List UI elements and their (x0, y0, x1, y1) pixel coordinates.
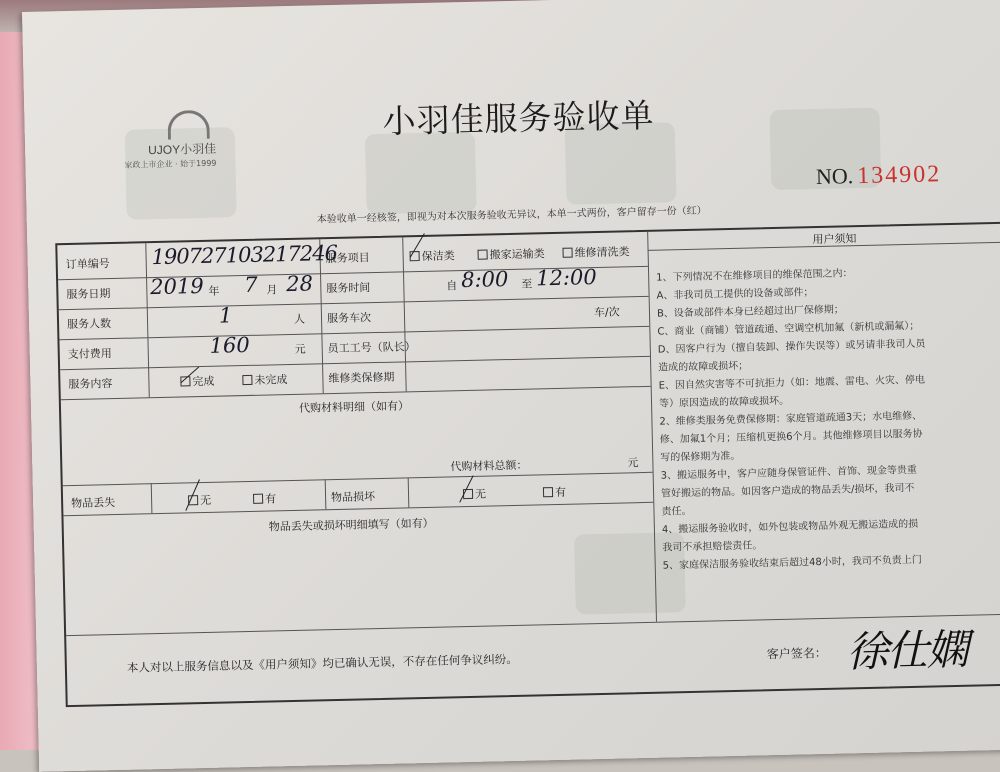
notice-line: 责任。 (661, 505, 692, 518)
checkbox-icon (478, 250, 488, 260)
loss-detail-label: 物品丢失或损坏明细填写（如有） (268, 516, 434, 534)
time-from-prefix: 自 (446, 279, 458, 293)
staff-count-value[interactable]: 1 (218, 303, 233, 328)
notice-line: 写的保修期为准。 (660, 450, 741, 464)
acceptance-note: 本验收单一经核签，即视为对本次服务验收无异议，本单一式两份，客户留存一份（红） (316, 205, 707, 226)
form-table (55, 221, 1000, 707)
option-moving[interactable]: 搬家运输类 (477, 245, 544, 263)
service-time-label: 服务时间 (326, 281, 371, 296)
smile-logo-icon (167, 110, 210, 140)
option-cleaning[interactable]: 保洁类 (409, 247, 454, 264)
confirmation-statement: 本人对以上服务信息以及《用户须知》均已确认无误，不存在任何争议纠纷。 (126, 651, 518, 675)
notice-line: 我司不承担赔偿责任。 (662, 540, 763, 554)
order-no-label: 订单编号 (65, 257, 110, 272)
customer-signature[interactable]: 徐仕嫻 (846, 624, 968, 677)
checkbox-icon (562, 248, 572, 258)
signature-label: 客户签名： (766, 645, 827, 662)
service-date-year[interactable]: 2019 (150, 273, 204, 300)
vehicle-unit: 车/次 (593, 305, 620, 320)
option-completed[interactable]: 完成 (180, 373, 214, 390)
watermark-block (365, 132, 477, 214)
logo-brand: UJOY小羽佳 (148, 141, 217, 158)
service-time-from[interactable]: 8:00 (460, 267, 509, 293)
fee-label: 支付费用 (67, 347, 112, 362)
document-title: 小羽佳服务验收单 (382, 95, 655, 141)
month-unit: 月 (266, 283, 278, 297)
serial-prefix: NO. (815, 163, 854, 190)
materials-total-label: 代购材料总额： (450, 458, 528, 474)
option-lost-yes[interactable]: 有 (253, 490, 276, 507)
notice-line: 1、下列情况不在维修项目的维保范围之内： (656, 268, 853, 284)
option-not-completed[interactable]: 未完成 (242, 371, 287, 388)
logo-tagline: 家政上市企业 · 始于1999 (124, 158, 217, 170)
checkbox-icon (253, 494, 263, 504)
option-repair[interactable]: 维修清洗类 (562, 243, 629, 261)
fee-unit: 元 (294, 342, 306, 356)
notice-line: 修、加氟1个月；压缩机更换6个月。其他维修项目以服务协 (659, 428, 923, 446)
warranty-label: 维修类保修期 (328, 370, 395, 386)
fee-value[interactable]: 160 (209, 332, 250, 358)
service-date-label: 服务日期 (66, 287, 111, 302)
notice-line: 等）原因造成的故障或损坏。 (658, 395, 790, 410)
notice-line: 4、搬运服务验收时，如外包装或物品外观无搬运造成的损 (661, 518, 919, 536)
staff-count-unit: 人 (293, 312, 306, 326)
materials-total-unit: 元 (627, 456, 639, 470)
staff-count-label: 服务人数 (66, 317, 112, 332)
service-content-label: 服务内容 (68, 377, 113, 392)
notice-line: B、设备或部件本身已经超过出厂保修期； (656, 304, 844, 320)
year-unit: 年 (208, 284, 220, 298)
notice-line: 造成的故障或损坏； (658, 360, 749, 374)
acceptance-form-paper (22, 0, 1000, 772)
service-item-label: 服务项目 (325, 251, 370, 266)
notice-title: 用户须知 (812, 232, 857, 247)
notice-line: C、商业（商铺）管道疏通、空调空机加氟（新机或漏氟）； (657, 320, 920, 338)
items-damaged-label: 物品损坏 (330, 490, 376, 505)
notice-line: 3、搬运服务中，客户应随身保管证件、首饰、现金等贵重 (660, 464, 918, 482)
service-date-day[interactable]: 28 (285, 271, 314, 297)
notice-line: 管好搬运的物品。如因客户造成的物品丢失/损坏，我司不 (660, 482, 915, 500)
time-to-prefix: 至 (521, 277, 533, 291)
order-no-value[interactable]: 190727103217246 (151, 240, 338, 270)
notice-line: 5、家庭保洁服务验收结束后超过48小时，我司不负责上门 (662, 554, 922, 572)
option-lost-none[interactable]: 无 (188, 492, 211, 509)
notice-line: 2、维修类服务免费保修期：家庭管道疏通3天；水电维修、 (659, 410, 923, 428)
items-lost-label: 物品丢失 (71, 496, 116, 511)
option-damaged-yes[interactable]: 有 (543, 484, 566, 501)
checkbox-icon (242, 375, 252, 385)
serial-number (816, 161, 942, 191)
materials-label: 代购材料明细（如有） (298, 399, 410, 415)
notice-line: E、因自然灾害等不可抗拒力（如：地震、雷电、火灾、停电 (658, 374, 926, 392)
notice-list (656, 262, 1000, 576)
notice-line: D、因客户行为（擅自装卸、操作失误等）或另请非我司人员 (657, 338, 926, 356)
option-damaged-none[interactable]: 无 (463, 486, 486, 503)
vehicle-label: 服务车次 (326, 311, 372, 326)
service-time-to[interactable]: 12:00 (535, 265, 597, 291)
brand-logo (119, 104, 271, 177)
service-date-month[interactable]: 7 (243, 272, 258, 298)
checkbox-icon (543, 487, 553, 497)
serial-value: 134902 (856, 161, 942, 190)
employee-id-label: 员工工号（队长） (327, 340, 416, 356)
notice-line: A、非我司员工提供的设备或部件； (656, 287, 814, 302)
